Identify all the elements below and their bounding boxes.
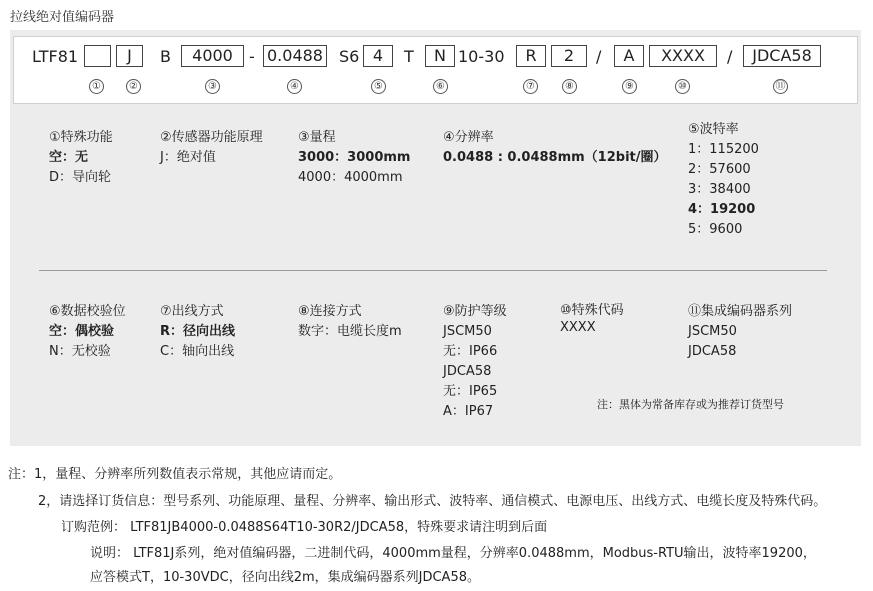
option-line: 3000：3000mm — [298, 150, 411, 165]
option-title: ⑥数据校验位 — [49, 304, 126, 319]
code-index-3: ③ — [205, 79, 220, 94]
option-parity — [49, 302, 126, 362]
code-index-7: ⑦ — [523, 79, 538, 94]
code-slash-2: / — [727, 47, 733, 66]
option-line: D：导向轮 — [49, 170, 112, 185]
code-index-9: ⑨ — [622, 79, 637, 94]
option-line: 无：IP66 — [443, 344, 498, 359]
option-principle — [160, 128, 263, 168]
option-title: ①特殊功能 — [49, 130, 113, 145]
option-special-function — [49, 128, 113, 188]
option-line: 4000：4000mm — [298, 170, 403, 185]
option-line: 5：9600 — [688, 222, 743, 237]
bold-legend-note: 注：黑体为常备库存或为推荐订货型号 — [597, 398, 784, 411]
option-line: J：绝对值 — [160, 150, 216, 165]
code-box-principle: J — [116, 45, 143, 67]
code-index-5: ⑤ — [371, 79, 386, 94]
section-divider — [39, 270, 827, 271]
code-index-10: ⑩ — [675, 79, 690, 94]
option-line: JSCM50 — [443, 324, 492, 339]
code-text-t: T — [404, 47, 414, 66]
option-protection — [443, 302, 507, 422]
note-order-example: 订购范例： LTF81JB4000-0.0488S64T10-30R2/JDCA58，特殊要求请注明到后面 — [61, 520, 548, 535]
option-line: 4：19200 — [688, 202, 756, 217]
code-slash-1: / — [596, 47, 602, 66]
option-title: ⑤波特率 — [688, 122, 739, 137]
note-explanation: 说明： LTF81J系列，绝对值编码器，二进制代码，4000mm量程，分辨率0.0488mm，Modbus-RTU输出，波特率19200， — [90, 546, 816, 561]
option-line: JSCM50 — [688, 324, 737, 339]
option-line: XXXX — [560, 320, 596, 335]
page-title: 拉线绝对值编码器 — [10, 10, 115, 25]
code-box-range: 4000 — [181, 45, 244, 67]
code-box-special-code: XXXX — [649, 45, 717, 67]
code-index-11: ⑪ — [773, 79, 788, 94]
code-text-b: B — [160, 47, 171, 66]
option-range — [298, 128, 410, 188]
code-index-4: ④ — [287, 79, 302, 94]
option-title: ⑨防护等级 — [443, 304, 507, 319]
code-box-protection: A — [614, 45, 644, 67]
code-index-1: ① — [89, 79, 104, 94]
option-line: JDCA58 — [443, 364, 492, 379]
option-line: 无：IP65 — [443, 384, 498, 399]
code-box-parity: N — [425, 45, 455, 67]
option-connection — [298, 302, 402, 342]
option-line: A：IP67 — [443, 404, 494, 419]
option-line: 0.0488 : 0.0488mm（12bit/圈） — [443, 150, 667, 165]
option-title: ④分辨率 — [443, 130, 494, 145]
option-baud-rate — [688, 120, 759, 240]
code-box-series: JDCA58 — [743, 45, 821, 67]
option-line: 数字：电缆长度m — [298, 324, 402, 339]
option-title: ⑩特殊代码 — [560, 303, 624, 318]
note-1: 注：1，量程、分辨率所列数值表示常规，其他应请而定。 — [8, 467, 342, 482]
option-title: ⑪集成编码器系列 — [688, 304, 793, 319]
option-title: ②传感器功能原理 — [160, 130, 263, 145]
code-index-6: ⑥ — [433, 79, 448, 94]
option-line: R：径向出线 — [160, 324, 236, 339]
option-line: 1：115200 — [688, 142, 759, 157]
note-explanation-cont: 应答模式T，10-30VDC，径向出线2m，集成编码器系列JDCA58。 — [90, 570, 480, 585]
code-box-cable: 2 — [551, 45, 587, 67]
option-outlet — [160, 302, 235, 362]
option-line: 空：偶校验 — [49, 324, 115, 339]
code-index-2: ② — [126, 79, 141, 94]
option-line: 3：38400 — [688, 182, 751, 197]
note-2: 2，请选择订货信息：型号系列、功能原理、量程、分辨率、输出形式、波特率、通信模式、电源电压、出线方式、电缆长度及特殊代码。 — [38, 494, 827, 509]
code-box-outlet: R — [516, 45, 546, 67]
code-text-s6: S6 — [339, 47, 360, 66]
option-resolution — [443, 128, 667, 168]
option-line: 2：57600 — [688, 162, 751, 177]
option-title: ③量程 — [298, 130, 336, 145]
code-dash: - — [249, 47, 255, 66]
code-box-special-function — [84, 45, 111, 67]
option-line: C：轴向出线 — [160, 344, 235, 359]
code-text-voltage: 10-30 — [458, 47, 505, 66]
option-title: ⑦出线方式 — [160, 304, 224, 319]
option-line: 空：无 — [49, 150, 89, 165]
code-prefix: LTF81 — [32, 47, 79, 66]
option-line: N：无校验 — [49, 344, 111, 359]
option-line: JDCA58 — [688, 344, 737, 359]
option-title: ⑧连接方式 — [298, 304, 362, 319]
option-special-code — [560, 302, 624, 336]
code-box-resolution: 0.0488 — [263, 45, 327, 67]
option-series — [688, 302, 792, 362]
code-index-8: ⑧ — [562, 79, 577, 94]
code-box-baud: 4 — [363, 45, 393, 67]
